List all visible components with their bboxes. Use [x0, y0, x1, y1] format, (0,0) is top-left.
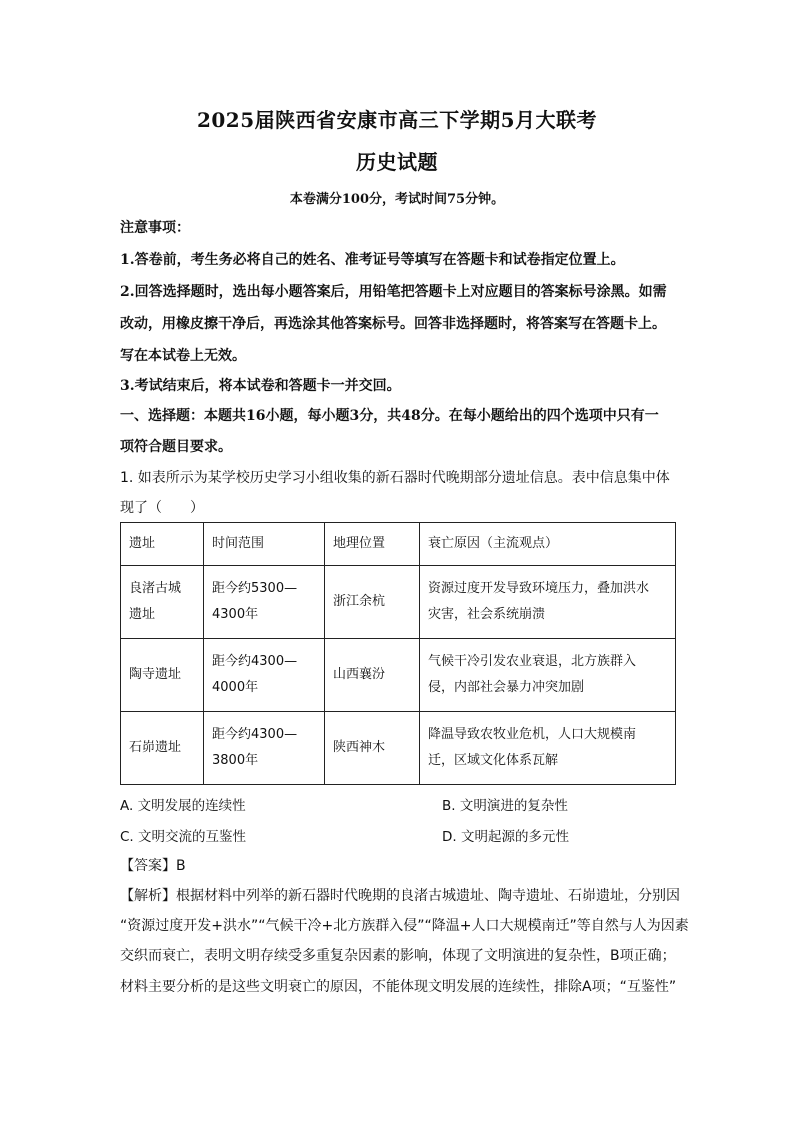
- cell-text: 距今约4300—: [212, 654, 298, 669]
- option-b: B. 文明演进的复杂性: [442, 798, 568, 814]
- table-header-cell: 时间范围: [204, 523, 325, 566]
- analysis-line-1: 【解析】根据材料中列举的新石器时代晚期的良渚古城遗址、陶寺遗址、石峁遗址，分别因: [120, 888, 680, 904]
- table-header-row: [121, 523, 676, 566]
- table-cell-site: 石峁遗址: [121, 712, 204, 785]
- option-d: D. 文明起源的多元性: [442, 829, 569, 845]
- table-cell-site: [121, 566, 204, 639]
- instruction-item-2-line-2: 改动，用橡皮擦干净后，再选涂其他答案标号。回答非选择题时，将答案写在答题卡上。: [120, 316, 666, 332]
- table-row: [121, 712, 676, 785]
- analysis-line-4: 材料主要分析的是这些文明衰亡的原因，不能体现文明发展的连续性，排除A项；“互鉴性”: [120, 979, 677, 995]
- table-cell-place: 浙江余杭: [325, 566, 420, 639]
- table-cell-time: [204, 712, 325, 785]
- cell-text: 4000年: [212, 680, 259, 695]
- table-cell-place: 陕西神木: [325, 712, 420, 785]
- question-1-stem-line-2: 现了（ ）: [120, 500, 204, 516]
- table-cell-cause: [420, 712, 676, 785]
- table-cell-cause: [420, 566, 676, 639]
- cell-text: 资源过度开发导致环境压力，叠加洪水: [428, 581, 650, 596]
- instruction-item-2-line-3: 写在本试卷上无效。: [120, 348, 246, 364]
- table-row: [121, 566, 676, 639]
- analysis-line-3: 交织而衰亡，表明文明存续受多重复杂因素的影响，体现了文明演进的复杂性，B项正确；: [120, 948, 676, 964]
- section-heading-line-2: 项符合题目要求。: [120, 439, 232, 455]
- option-c: C. 文明交流的互鉴性: [120, 829, 247, 845]
- cell-text: 遗址: [129, 607, 156, 622]
- cell-text: 迁，区域文化体系瓦解: [428, 753, 559, 768]
- subject-title: 历史试题: [356, 150, 438, 174]
- instructions-heading: 注意事项：: [120, 220, 190, 236]
- cell-text: 4300年: [212, 607, 259, 622]
- table-header-cell: 地理位置: [325, 523, 420, 566]
- instruction-item-2-line-1: 2.回答选择题时，选出每小题答案后，用铅笔把答题卡上对应题目的答案标号涂黑。如需: [120, 284, 667, 300]
- question-1-stem-line-1: 1. 如表所示为某学校历史学习小组收集的新石器时代晚期部分遗址信息。表中信息集中体: [120, 470, 670, 486]
- section-heading-line-1: 一、选择题：本题共16小题，每小题3分，共48分。在每小题给出的四个选项中只有一: [120, 408, 659, 424]
- table-cell-time: [204, 639, 325, 712]
- cell-text: 距今约4300—: [212, 727, 298, 742]
- cell-text: 降温导致农牧业危机，人口大规模南: [428, 727, 637, 742]
- exam-note: 本卷满分100分，考试时间75分钟。: [289, 192, 505, 207]
- cell-text: 气候干冷引发农业衰退，北方族群入: [428, 654, 637, 669]
- cell-text: 3800年: [212, 753, 259, 768]
- analysis-line-2: “资源过度开发+洪水”“气候干冷+北方族群入侵”“降温+人口大规模南迁”等自然与人为因素: [120, 918, 689, 934]
- table-cell-place: 山西襄汾: [325, 639, 420, 712]
- cell-text: 距今约5300—: [212, 581, 298, 596]
- option-a: A. 文明发展的连续性: [120, 798, 246, 814]
- cell-text: 灾害，社会系统崩溃: [428, 607, 546, 622]
- table-cell-site: 陶寺遗址: [121, 639, 204, 712]
- cell-text: 良渚古城: [129, 581, 182, 596]
- exam-title: 2025届陕西省安康市高三下学期5月大联考: [196, 108, 598, 132]
- instruction-item-3: 3.考试结束后，将本试卷和答题卡一并交回。: [120, 378, 401, 394]
- table-header-cell: 衰亡原因（主流观点）: [420, 523, 676, 566]
- instruction-item-1: 1.答卷前，考生务必将自己的姓名、准考证号等填写在答题卡和试卷指定位置上。: [120, 252, 625, 268]
- cell-text: 侵，内部社会暴力冲突加剧: [428, 680, 585, 695]
- table-cell-time: [204, 566, 325, 639]
- sites-table: [120, 522, 676, 785]
- table-header-cell: 遗址: [121, 523, 204, 566]
- table-row: [121, 639, 676, 712]
- table-cell-cause: [420, 639, 676, 712]
- answer-line: 【答案】B: [120, 858, 186, 874]
